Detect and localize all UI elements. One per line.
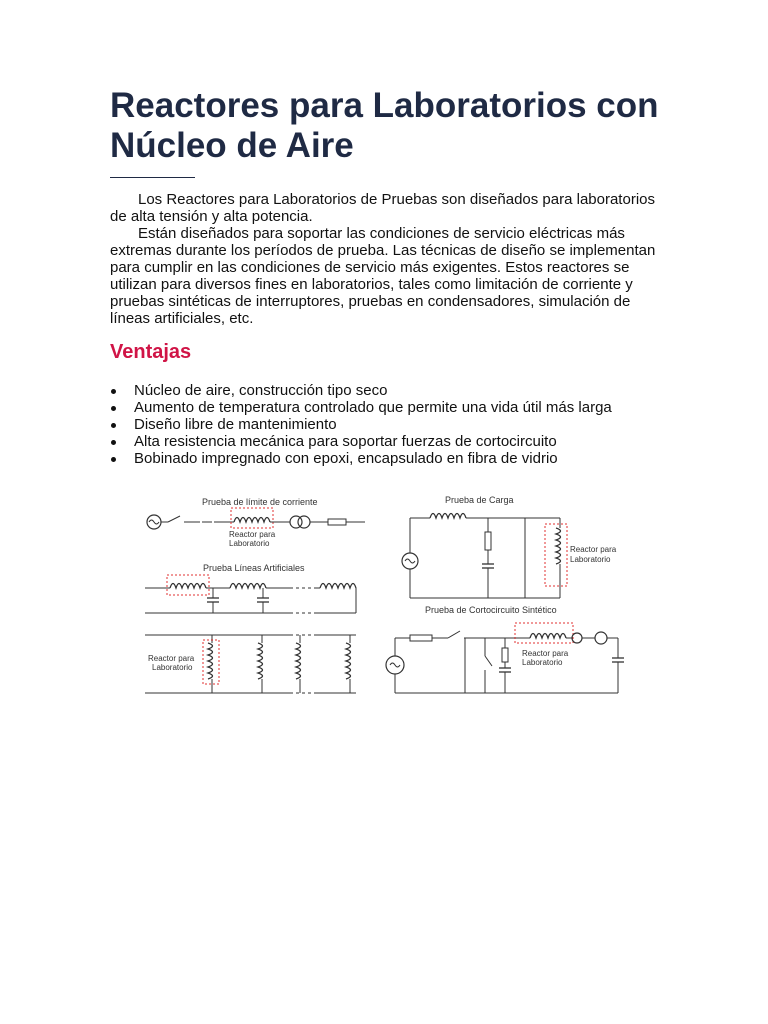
title-divider bbox=[110, 177, 195, 178]
resistor-icon bbox=[328, 519, 346, 525]
bullet-icon bbox=[111, 457, 116, 462]
section-heading-ventajas: Ventajas bbox=[110, 341, 192, 363]
synthetic-short-circuit-test-diagram bbox=[386, 605, 624, 693]
intro-paragraph-1: Los Reactores para Laboratorios de Pruebas son diseñados para laboratorios de alta tensión y alta potencia. bbox=[110, 191, 655, 225]
inductor-icon bbox=[296, 643, 301, 679]
intro-paragraph-2: Están diseñados para soportar las condiciones de servicio eléctricas más extremas durante los períodos de prueba. Las técnicas de diseño se implementan para cumplir en las condiciones de servicio más exigentes. Estos reactores se utilizan para diversos fines en laboratorios, tales como limitación de corriente y pruebas sintéticas de interruptores, pruebas en condensadores, simulación de líneas artificiales, etc. bbox=[110, 225, 656, 327]
test-breaker-icon bbox=[595, 632, 607, 644]
list-item: Diseño libre de mantenimiento bbox=[110, 416, 670, 433]
list-item: Bobinado impregnado con epoxi, encapsulado en fibra de vidrio bbox=[110, 450, 670, 467]
inductor-icon bbox=[208, 643, 213, 679]
reactor-label: Laboratorio bbox=[152, 663, 193, 672]
list-item: Núcleo de aire, construcción tipo seco bbox=[110, 382, 670, 399]
page-title: Reactores para Laboratorios con Núcleo de Aire bbox=[110, 86, 659, 165]
reactor-highlight-box bbox=[515, 623, 573, 643]
bullet-icon bbox=[111, 406, 116, 411]
list-item: Alta resistencia mecánica para soportar fuerzas de cortocircuito bbox=[110, 433, 670, 450]
load-test-title: Prueba de Carga bbox=[445, 495, 514, 505]
reactor-label: Reactor para bbox=[570, 545, 617, 554]
artificial-lines-test-title: Prueba Líneas Artificiales bbox=[203, 563, 305, 573]
reactor-label: Laboratorio bbox=[522, 658, 563, 667]
load-test-diagram bbox=[402, 495, 617, 598]
reactor-highlight-box bbox=[545, 524, 567, 586]
switch-icon bbox=[448, 631, 460, 638]
reactor-label: Laboratorio bbox=[570, 555, 611, 564]
inductor-icon bbox=[170, 584, 206, 589]
inductor-icon bbox=[234, 518, 270, 523]
resistor-icon bbox=[410, 635, 432, 641]
capacitor-icon bbox=[612, 658, 624, 662]
reactor-label: Reactor para bbox=[522, 649, 569, 658]
bullet-icon bbox=[111, 423, 116, 428]
inductor-icon bbox=[346, 643, 351, 679]
inductor-icon bbox=[320, 584, 356, 589]
reactor-label: Reactor para bbox=[148, 654, 195, 663]
advantages-list bbox=[110, 382, 670, 467]
circuit-diagrams-figure bbox=[140, 488, 630, 703]
switch-icon bbox=[485, 656, 492, 666]
artificial-lines-test-diagram bbox=[145, 563, 356, 693]
resistor-icon bbox=[485, 532, 491, 550]
inductor-icon bbox=[430, 514, 466, 519]
current-limit-test-title: Prueba de límite de corriente bbox=[202, 497, 318, 507]
switch-icon bbox=[168, 516, 180, 522]
inductor-icon bbox=[530, 634, 566, 639]
list-item: Aumento de temperatura controlado que permite una vida útil más larga bbox=[110, 399, 670, 416]
reactor-highlight-box bbox=[167, 575, 209, 595]
reactor-label: Reactor para bbox=[229, 530, 276, 539]
resistor-icon bbox=[502, 648, 508, 662]
inductor-icon bbox=[230, 584, 266, 589]
current-limit-test-diagram bbox=[147, 497, 365, 548]
capacitor-icon bbox=[482, 564, 494, 568]
inductor-icon bbox=[258, 643, 263, 679]
capacitor-icon bbox=[499, 668, 511, 672]
bullet-icon bbox=[111, 440, 116, 445]
synthetic-test-title: Prueba de Cortocircuito Sintético bbox=[425, 605, 557, 615]
reactor-label: Laboratorio bbox=[229, 539, 270, 548]
bullet-icon bbox=[111, 389, 116, 394]
capacitor-icon bbox=[207, 598, 219, 602]
intro-text bbox=[110, 191, 670, 327]
inductor-icon bbox=[556, 528, 561, 564]
capacitor-icon bbox=[257, 598, 269, 602]
